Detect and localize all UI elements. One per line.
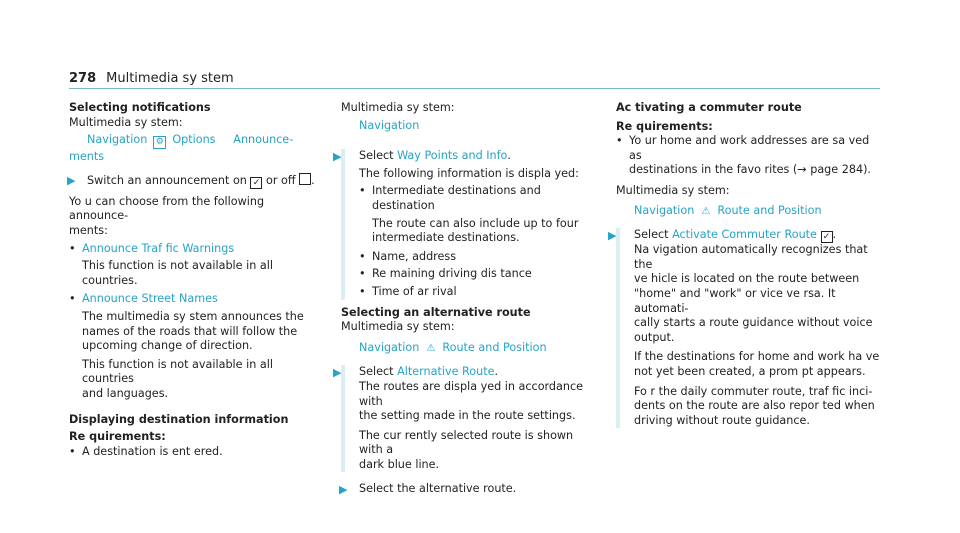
body-text: destinations in the favo rites (→ page 284). bbox=[629, 163, 871, 177]
column-1 bbox=[69, 101, 319, 462]
checkbox-empty-icon bbox=[299, 173, 311, 185]
system-label: Multimedia sy stem: bbox=[69, 115, 183, 129]
option-link[interactable]: Activate Commuter Route bbox=[672, 228, 817, 242]
body-text: This function is not available in all countries bbox=[82, 357, 273, 386]
body-text: "home" and "work" or vice ve rsa. It automati- bbox=[634, 286, 836, 315]
checkbox-checked-icon: ✓ bbox=[821, 231, 833, 243]
nav-link-navigation[interactable]: Navigation bbox=[359, 340, 420, 354]
body-text: Re maining driving dis tance bbox=[372, 267, 532, 281]
body-text: output. bbox=[634, 330, 675, 344]
body-text: The following information is displa yed: bbox=[359, 166, 579, 180]
checkbox-checked-icon: ✓ bbox=[250, 177, 262, 189]
option-link[interactable]: Announce Street Names bbox=[82, 292, 218, 306]
body-text: Time of ar rival bbox=[372, 284, 457, 298]
list-item bbox=[359, 184, 596, 213]
column-3 bbox=[608, 101, 882, 434]
bullet-icon: • bbox=[616, 134, 623, 148]
step-text: Select bbox=[359, 149, 394, 163]
page-number: 278 bbox=[69, 71, 97, 86]
body-text: dark blue line. bbox=[359, 457, 440, 471]
step-text: Switch an announcement on bbox=[87, 173, 247, 187]
step-text: Select the alternative route. bbox=[359, 482, 517, 496]
body-text: dents on the route are also repor ted when bbox=[634, 399, 875, 413]
body-text: intermediate destinations. bbox=[372, 231, 520, 245]
body-text: upcoming change of direction. bbox=[82, 339, 253, 353]
nav-link-route-position[interactable]: Route and Position bbox=[717, 203, 822, 217]
bullet-icon: • bbox=[69, 292, 76, 306]
system-label: Multimedia sy stem: bbox=[341, 101, 455, 114]
column-2 bbox=[333, 101, 596, 503]
nav-path bbox=[341, 341, 596, 356]
nav-link-route-position[interactable]: Route and Position bbox=[442, 340, 547, 354]
option-link[interactable]: Alternative Route bbox=[397, 365, 495, 379]
step-text: . bbox=[494, 365, 499, 379]
bullet-icon: • bbox=[69, 444, 76, 458]
route-icon: ⚠ bbox=[426, 342, 436, 354]
body-text: Intermediate destinations and destination bbox=[372, 184, 541, 212]
nav-link-navigation[interactable]: Navigation bbox=[359, 118, 420, 132]
arrow-right-icon: ▶ bbox=[333, 366, 342, 380]
body-text: Fo r the daily commuter route, traf fic inci- bbox=[634, 384, 873, 398]
step-text: Select bbox=[634, 228, 669, 242]
bullet-icon: • bbox=[359, 184, 366, 198]
list-item bbox=[359, 285, 596, 300]
step bbox=[608, 228, 882, 428]
step bbox=[333, 149, 596, 299]
body-text: not yet been created, a prom pt appears. bbox=[634, 364, 866, 378]
body-text: ments: bbox=[69, 223, 108, 237]
header-title: Multimedia sy stem bbox=[106, 71, 234, 86]
step-text: . bbox=[832, 228, 837, 242]
arrow-right-icon: ▶ bbox=[608, 229, 617, 243]
nav-path bbox=[616, 204, 882, 219]
body-text: The routes are displa yed in accordance with bbox=[359, 379, 584, 408]
body-text: The cur rently selected route is shown with a bbox=[359, 428, 574, 457]
route-icon: ⚠ bbox=[701, 205, 711, 217]
gear-icon: ⚙ bbox=[153, 136, 166, 149]
body-text: driving without route guidance. bbox=[634, 413, 810, 427]
arrow-right-icon: ▶ bbox=[339, 483, 348, 497]
list-item bbox=[69, 292, 319, 307]
section-heading: Ac tivating a commuter route bbox=[616, 101, 802, 114]
body-text: Name, address bbox=[372, 249, 457, 263]
body-text: ve hicle is located on the route between bbox=[634, 272, 860, 286]
requirements-label: Re quirements: bbox=[616, 119, 713, 133]
nav-link-announcements[interactable]: Announce- bbox=[233, 133, 294, 147]
nav-link-announcements-cont[interactable]: ments bbox=[69, 150, 105, 164]
body-text: If the destinations for home and work ha ve bbox=[634, 350, 880, 364]
step bbox=[333, 365, 596, 472]
bullet-icon: • bbox=[359, 267, 366, 281]
body-text: Yo u can choose from the following announce- bbox=[69, 194, 265, 223]
list-item bbox=[359, 250, 596, 265]
bullet-icon: • bbox=[69, 241, 76, 255]
list-item bbox=[616, 134, 882, 163]
nav-link-navigation[interactable]: Navigation bbox=[634, 203, 695, 217]
nav-link-navigation[interactable]: Navigation bbox=[87, 133, 148, 147]
requirements-label: Re quirements: bbox=[69, 430, 166, 444]
bullet-icon: • bbox=[359, 284, 366, 298]
nav-link-options[interactable]: Options bbox=[172, 133, 216, 147]
page-header bbox=[69, 71, 234, 86]
list-item bbox=[69, 242, 319, 257]
nav-path bbox=[341, 119, 596, 134]
nav-path bbox=[69, 133, 319, 149]
body-text: This function is not available in all countries. bbox=[82, 259, 273, 287]
step-text: . bbox=[507, 149, 511, 163]
step bbox=[69, 173, 319, 189]
body-text: The route can also include up to four bbox=[372, 216, 579, 230]
body-text: A destination is ent ered. bbox=[82, 444, 223, 458]
list-item bbox=[69, 445, 319, 460]
body-text: names of the roads that will follow the bbox=[82, 324, 298, 338]
arrow-right-icon: ▶ bbox=[67, 173, 76, 187]
system-label: Multimedia sy stem: bbox=[341, 320, 455, 334]
step-text: or off bbox=[266, 173, 296, 187]
step bbox=[341, 482, 596, 497]
section-heading: Selecting notifications bbox=[69, 101, 211, 114]
arrow-right-icon: ▶ bbox=[333, 150, 342, 164]
body-text: cally starts a route guidance without voice bbox=[634, 316, 873, 330]
body-text: The multimedia sy stem announces the bbox=[82, 309, 304, 323]
body-text: Yo ur home and work addresses are sa ved as bbox=[629, 134, 870, 162]
option-link[interactable]: Way Points and Info bbox=[397, 149, 508, 163]
system-label: Multimedia sy stem: bbox=[616, 183, 730, 197]
step-text: . bbox=[311, 173, 315, 187]
header-rule bbox=[69, 88, 880, 89]
body-text: the setting made in the route settings. bbox=[359, 409, 576, 423]
section-heading: Displaying destination information bbox=[69, 412, 289, 426]
option-link[interactable]: Announce Traf fic Warnings bbox=[82, 241, 235, 255]
body-text: and languages. bbox=[82, 386, 169, 400]
step-text: Select bbox=[359, 365, 394, 379]
list-item bbox=[359, 267, 596, 282]
body-text: Na vigation automatically recognizes that the bbox=[634, 243, 868, 271]
bullet-icon: • bbox=[359, 249, 366, 263]
section-heading: Selecting an alternative route bbox=[341, 305, 531, 319]
